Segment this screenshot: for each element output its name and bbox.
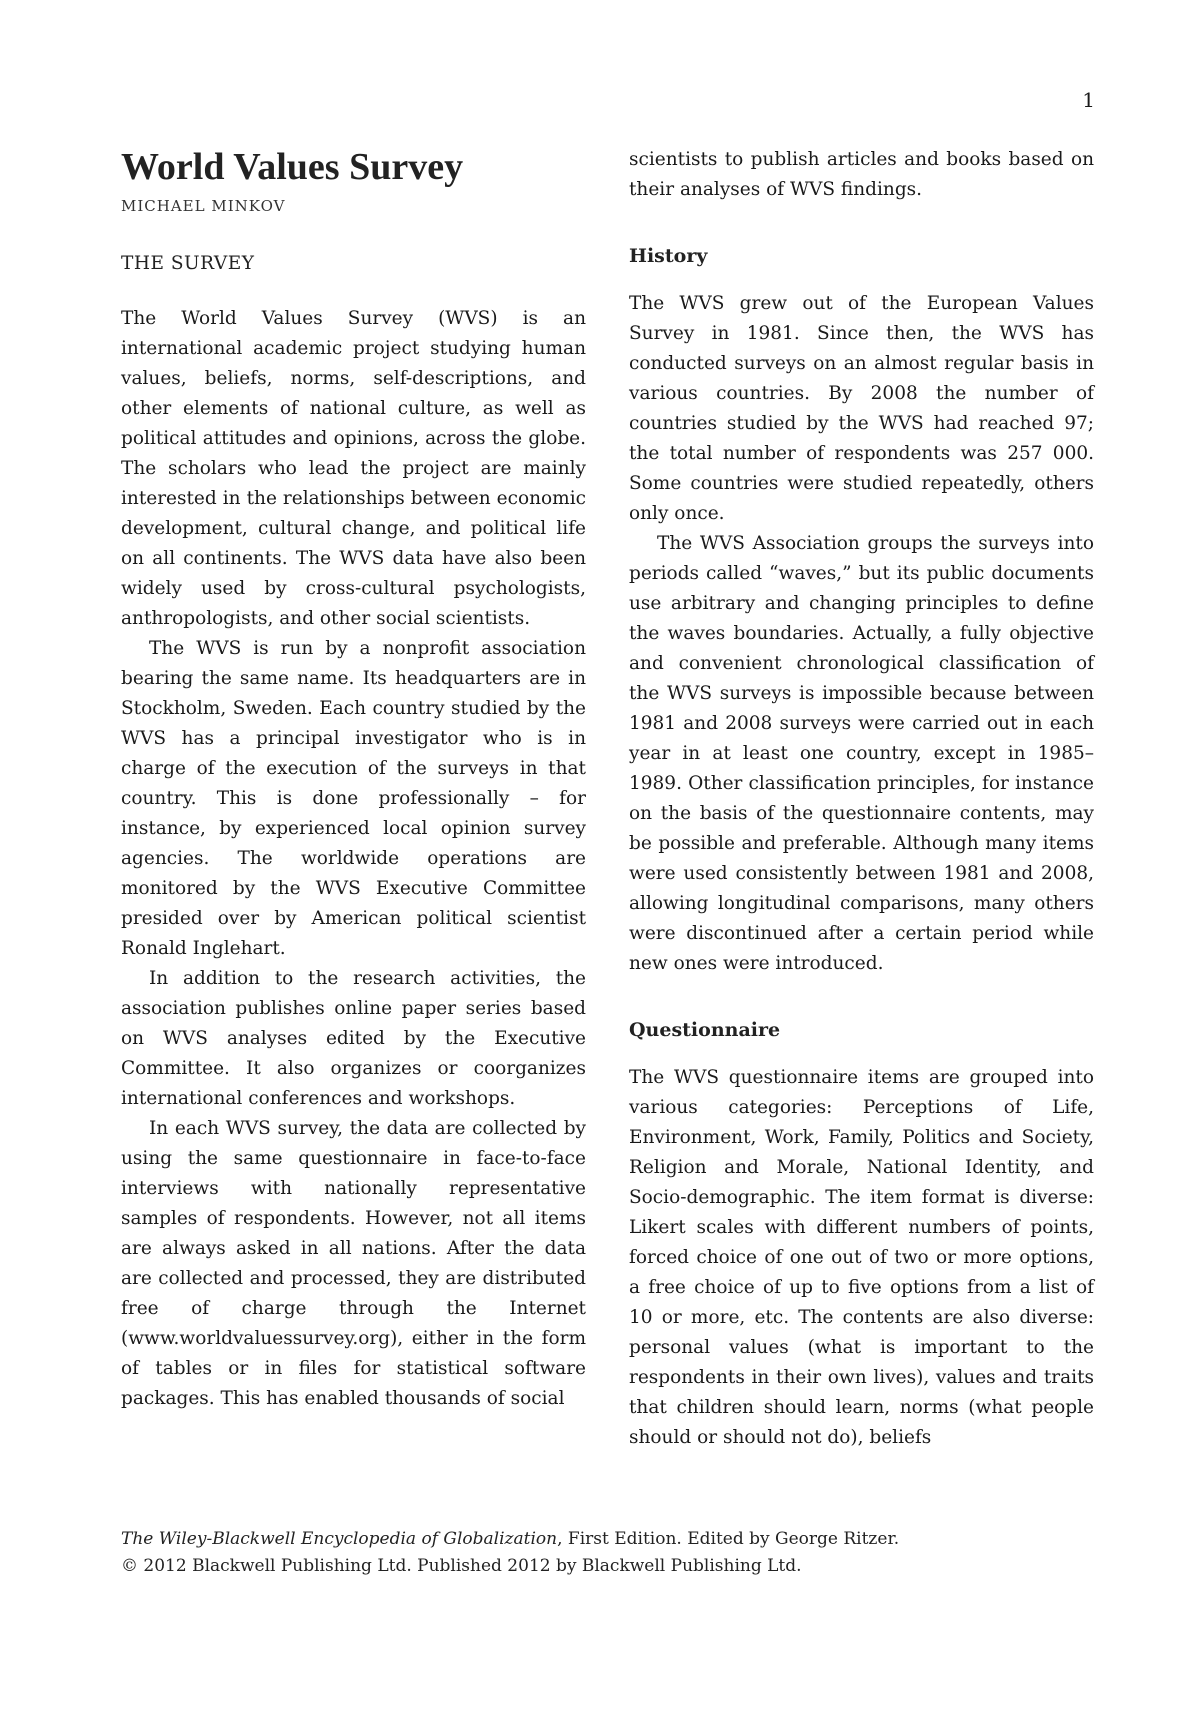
book-title: The Wiley-Blackwell Encyclopedia of Globalization — [121, 1529, 558, 1549]
page-number: 1 — [1082, 88, 1095, 112]
footer — [121, 1526, 1101, 1580]
right-column — [629, 145, 1094, 1453]
paragraph: The WVS grew out of the European Values Survey in 1981. Since then, the WVS has conducted surveys on an almost regular basis in various countries. By 2008 the number of countries studied by the WVS had reached 97; the total number of respondents was 257 000. Some countries were studied repeatedly, others only once. — [629, 293, 1094, 524]
copyright-line: © 2012 Blackwell Publishing Ltd. Published 2012 by Blackwell Publishing Ltd. — [121, 1556, 802, 1576]
paragraph: In addition to the research activities, the association publishes online paper series based on WVS analyses edited by the Executive Committee. It also organizes or coorganizes international conferences and workshops. — [121, 968, 586, 1109]
paragraph: The WVS questionnaire items are grouped into various categories: Perceptions of Life, Environment, Work, Family, Politics and Society, Religion and Morale, National Identity, and Socio-demographic. The item format is diverse: Likert scales with different numbers of points, forced choice of one out of two or more options, a free choice of up to five options from a list of 10 or more, etc. The contents are also diverse: personal values (what is important to the respondents in their own lives), values and traits that children should learn, norms (what people should or should not do), beliefs — [629, 1067, 1094, 1448]
paragraph: The WVS Association groups the surveys into periods called “waves,” but its public documents use arbitrary and changing principles to define the waves boundaries. Actually, a fully objective and convenient chronological classification of the WVS surveys is impossible because between 1981 and 2008 surveys were carried out in each year in at least one country, except in 1985–1989. Other classification principles, for instance on the basis of the questionnaire contents, may be possible and preferable. Although many items were used consistently between 1981 and 2008, allowing longitudinal comparisons, many others were discontinued after a certain period while new ones were introduced. — [629, 533, 1094, 974]
left-column — [121, 145, 586, 1414]
section-heading: THE SURVEY — [121, 253, 255, 274]
article-title: World Values Survey — [121, 146, 464, 188]
questionnaire-heading: Questionnaire — [629, 1019, 781, 1041]
paragraph: In each WVS survey, the data are collected by using the same questionnaire in face-to-face interviews with nationally representative samples of respondents. However, not all items are always asked in all nations. After the data are collected and processed, they are distributed free of charge through the Internet (www.worldvaluessurvey.org), either in the form of tables or in files for statistical software packages. This has enabled thousands of social — [121, 1118, 586, 1409]
paragraph: scientists to publish articles and books based on their analyses of WVS findings. — [629, 149, 1094, 200]
citation-line — [121, 1526, 1101, 1553]
paragraph: The WVS is run by a nonprofit association bearing the same name. Its headquarters are in Stockholm, Sweden. Each country studied by the WVS has a principal investigator who is in charge of the execution of the surveys in that country. This is done professionally – for instance, by experienced local opinion survey agencies. The worldwide operations are monitored by the WVS Executive Committee presided over by American political scientist Ronald Inglehart. — [121, 638, 586, 959]
paragraph: The World Values Survey (WVS) is an international academic project studying human values, beliefs, norms, self-descriptions, and other elements of national culture, as well as political attitudes and opinions, across the globe. The scholars who lead the project are mainly interested in the relationships between economic development, cultural change, and political life on all continents. The WVS data have also been widely used by cross-cultural psychologists, anthropologists, and other social scientists. — [121, 308, 586, 629]
edition-text: , First Edition. Edited by George Ritzer. — [557, 1529, 900, 1549]
history-heading: History — [629, 245, 708, 267]
author-name: MICHAEL MINKOV — [121, 197, 286, 215]
